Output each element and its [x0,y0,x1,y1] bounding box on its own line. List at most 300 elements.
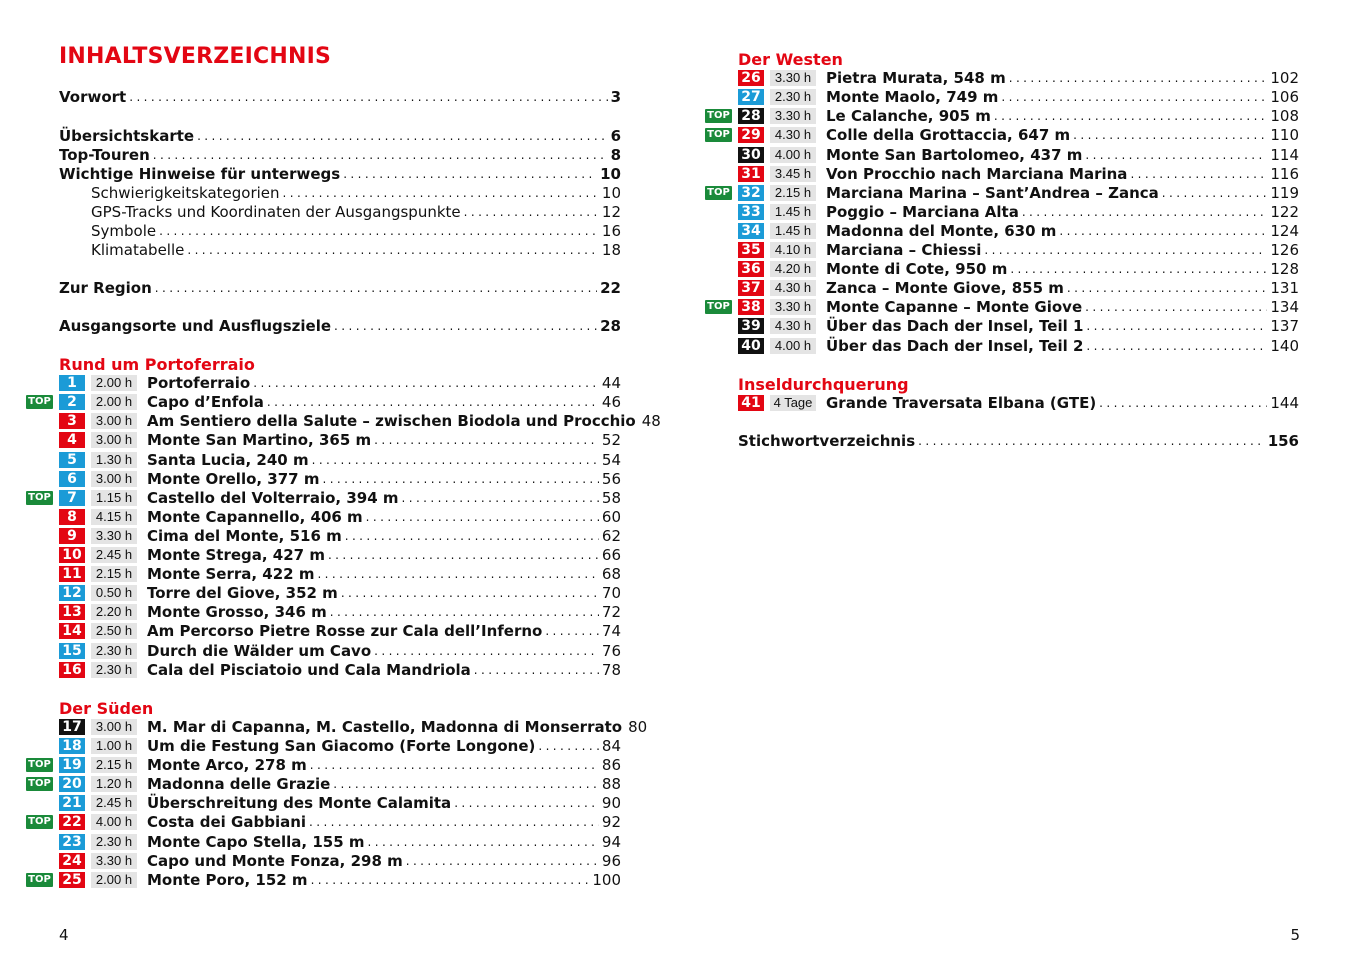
dot-leader [538,739,599,753]
page-number: 4 [59,926,69,944]
tour-page: 122 [1270,202,1299,221]
toc-entry-label: Vorwort [59,88,127,106]
tour-name: Zanca – Monte Giove, 855 m [826,279,1064,298]
tour-number: 6 [59,471,85,487]
toc-entry-label: Top-Touren [59,146,150,164]
section-heading: Inseldurchquerung [738,374,909,394]
tour-page: 108 [1270,107,1299,126]
dot-leader [1001,90,1267,104]
toc-entry-label: Schwierigkeitskategorien [91,184,280,202]
tour-entry[interactable] [59,756,621,774]
right-page [680,0,1359,969]
top-badge: TOP [26,758,53,772]
tour-number: 35 [738,242,764,258]
tour-number: 32 [738,185,764,201]
top-badge: TOP [26,815,53,829]
toc-entry-label: Ausgangsorte und Ausflugsziele [59,317,332,335]
toc-entry-label: Übersichtskarte [59,127,195,145]
tour-number: 18 [59,738,85,754]
tour-number: 1 [59,375,85,391]
toc-entry-label: Wichtige Hinweise für unterwegs [59,165,341,183]
tour-name: Monte di Cote, 950 m [826,260,1008,279]
tour-page: 70 [601,584,621,603]
tour-page: 114 [1270,145,1299,164]
dot-leader [1009,71,1268,85]
tour-number: 38 [738,299,764,315]
dot-leader [310,758,599,772]
tour-entry[interactable] [738,222,1299,240]
tour-entry[interactable] [59,813,621,831]
tour-entry[interactable] [738,279,1299,297]
tour-entry[interactable] [738,184,1299,202]
tour-number: 2 [59,394,85,410]
tour-number: 29 [738,127,764,143]
tour-page: 144 [1270,393,1299,412]
tour-entry[interactable] [59,717,648,736]
tour-page: 60 [601,507,621,526]
tour-entry[interactable] [59,412,661,431]
tour-number: 28 [738,108,764,124]
tour-number: 11 [59,566,85,582]
dot-leader [1099,396,1267,410]
tour-duration: 2.30 h [91,643,137,659]
tour-entry[interactable] [738,69,1299,87]
tour-name: Capo d’Enfola [147,393,264,412]
dot-leader [1130,167,1267,181]
tour-page: 131 [1270,279,1299,298]
dot-leader [1067,281,1267,295]
tour-number: 34 [738,223,764,239]
tour-duration: 2.00 h [91,375,137,391]
tour-page: 84 [601,737,621,755]
tour-entry[interactable] [59,661,621,679]
tour-duration: 2.50 h [91,623,137,639]
tour-entry[interactable] [59,794,621,812]
tour-number: 33 [738,204,764,220]
tour-number: 9 [59,528,85,544]
tour-name: Durch die Wälder um Cavo [147,641,372,660]
toc-entry[interactable] [59,317,621,336]
tour-number: 31 [738,166,764,182]
tour-duration: 1.30 h [91,452,137,468]
tour-duration: 3.30 h [91,853,137,869]
tour-entry[interactable] [59,603,621,621]
page-title: INHALTSVERZEICHNIS [59,44,332,69]
tour-number: 26 [738,70,764,86]
dot-leader [984,243,1267,257]
toc-entry-page: 3 [610,88,621,106]
tour-entry[interactable] [59,871,621,889]
tour-name: Am Sentiero della Salute – zwischen Biodola und Procchio [147,412,636,431]
tour-duration: 2.30 h [770,89,816,105]
section-heading: Der Süden [59,698,154,718]
dot-leader [197,127,607,146]
tour-duration: 2.15 h [91,566,137,582]
tour-number: 5 [59,452,85,468]
tour-name: Monte Grosso, 346 m [147,603,327,622]
tour-entry[interactable] [738,337,1299,355]
dot-leader [159,222,599,241]
tour-number: 19 [59,757,85,773]
tour-duration: 4.00 h [91,814,137,830]
tour-number: 4 [59,432,85,448]
tour-page: 48 [641,412,661,431]
dot-leader [322,472,598,486]
dot-leader [464,203,599,222]
tour-page: 124 [1270,221,1299,240]
tour-duration: 1.45 h [770,204,816,220]
dot-leader [406,854,599,868]
toc-entry[interactable] [738,432,1299,451]
tour-name: Monte Capanne – Monte Giove [826,298,1083,317]
tour-duration: 4.30 h [770,127,816,143]
tour-duration: 2.15 h [770,185,816,201]
tour-page: 72 [601,603,621,622]
tour-name: Costa dei Gabbiani [147,813,307,832]
tour-entry[interactable] [59,431,621,449]
tour-name: Cala del Pisciatoio und Cala Mandriola [147,660,471,679]
top-badge: TOP [26,491,53,505]
top-badge: TOP [26,395,53,409]
tour-entry[interactable] [738,146,1299,164]
dot-leader [374,644,599,658]
dot-leader [1086,339,1267,353]
toc-entry[interactable] [59,279,621,298]
tour-duration: 2.15 h [91,757,137,773]
top-badge: TOP [705,300,732,314]
tour-page: 134 [1270,298,1299,317]
tour-name: Am Percorso Pietre Rosse zur Cala dell’Inferno [147,622,543,641]
tour-duration: 2.45 h [91,795,137,811]
tour-page: 86 [601,756,621,775]
tour-entry[interactable] [59,393,621,411]
tour-entry[interactable] [59,852,621,870]
tour-number: 10 [59,547,85,563]
section-heading: Der Westen [738,50,843,69]
tour-page: 52 [601,431,621,450]
tour-page: 88 [601,775,621,794]
dot-leader [317,567,598,581]
tour-name: Marciana Marina – Sant’Andrea – Zanca [826,183,1159,202]
tour-number: 15 [59,643,85,659]
tour-duration: 1.45 h [770,223,816,239]
tour-number: 30 [738,147,764,163]
toc-entry[interactable] [91,222,621,241]
dot-leader [283,184,599,203]
dot-leader [994,109,1268,123]
tour-page: 116 [1270,164,1299,183]
toc-entry-page: 28 [600,317,621,335]
dot-leader [366,510,599,524]
tour-name: Um die Festung San Giacomo (Forte Longone) [147,737,536,755]
tour-page: 140 [1270,336,1299,355]
toc-entry[interactable] [59,146,621,165]
tour-page: 74 [601,622,621,641]
tour-duration: 4.00 h [770,147,816,163]
toc-entry[interactable] [59,88,621,107]
tour-name: Madonna delle Grazie [147,775,331,794]
toc-entry-page: 12 [601,203,621,221]
tour-entry[interactable] [59,565,621,583]
dot-leader [1022,205,1268,219]
tour-duration: 1.20 h [91,776,137,792]
tour-name: Über das Dach der Insel, Teil 2 [826,336,1084,355]
tour-name: Über das Dach der Insel, Teil 1 [826,317,1084,336]
toc-entry[interactable] [91,241,621,260]
tour-number: 24 [59,853,85,869]
tour-page: 100 [592,870,621,889]
dot-leader [341,586,599,600]
dot-leader [918,432,1265,451]
dot-leader [311,873,590,887]
tour-entry[interactable] [59,527,621,545]
tour-duration: 3.00 h [91,471,137,487]
tour-page: 56 [601,469,621,488]
toc-entry-label: Klimatabelle [91,241,185,259]
dot-leader [155,279,597,298]
toc-entry-page: 10 [600,165,621,183]
tour-name: Colle della Grottaccia, 647 m [826,126,1071,145]
tour-name: Torre del Giove, 352 m [147,584,338,603]
tour-number: 22 [59,814,85,830]
dot-leader [333,777,599,791]
tour-number: 37 [738,280,764,296]
tour-name: Monte Arco, 278 m [147,756,307,775]
tour-page: 94 [601,832,621,851]
tour-duration: 4.00 h [770,338,816,354]
dot-leader [334,317,597,336]
tour-entry[interactable] [59,775,621,793]
dot-leader [267,395,599,409]
toc-entry-page: 8 [610,146,621,164]
tour-entry[interactable] [59,508,621,526]
tour-duration: 1.00 h [91,738,137,754]
tour-page: 44 [601,374,621,393]
tour-entry[interactable] [738,260,1299,278]
tour-page: 110 [1270,126,1299,145]
tour-number: 23 [59,834,85,850]
tour-page: 66 [601,546,621,564]
dot-leader [309,815,599,829]
tour-duration: 4.15 h [91,509,137,525]
top-badge: TOP [26,777,53,791]
tour-name: Cima del Monte, 516 m [147,526,342,545]
tour-name: Monte Capannello, 406 m [147,507,363,526]
section-heading: Rund um Portoferraio [59,355,255,374]
tour-entry[interactable] [59,642,621,660]
tour-duration: 3.30 h [770,299,816,315]
toc-entry-label: GPS-Tracks und Koordinaten der Ausgangspunkte [91,203,461,221]
tour-number: 41 [738,395,764,411]
tour-duration: 4 Tage [770,395,816,411]
tour-page: 137 [1270,317,1299,336]
tour-name: Monte Strega, 427 m [147,546,325,564]
top-badge: TOP [26,873,53,887]
toc-entry-page: 22 [600,279,621,297]
dot-leader [545,624,599,638]
tour-entry[interactable] [738,394,1299,412]
tour-page: 68 [601,565,621,584]
tour-duration: 4.10 h [770,242,816,258]
tour-name: Von Procchio nach Marciana Marina [826,164,1128,183]
tour-name: Monte Poro, 152 m [147,870,308,889]
tour-duration: 2.20 h [91,604,137,620]
dot-leader [402,491,599,505]
tour-name: M. Mar di Capanna, M. Castello, Madonna di Monserrato [147,717,623,736]
toc-entry[interactable] [91,203,621,222]
dot-leader [253,376,599,390]
toc-entry-page: 18 [601,241,621,259]
tour-name: Portoferraio [147,374,251,393]
tour-name: Madonna del Monte, 630 m [826,221,1057,240]
tour-duration: 4.30 h [770,318,816,334]
tour-duration: 3.00 h [91,432,137,448]
tour-name: Monte Maolo, 749 m [826,88,999,107]
tour-page: 126 [1270,241,1299,259]
tour-number: 17 [59,719,85,735]
tour-name: Le Calanche, 905 m [826,107,991,126]
dot-leader [1085,300,1267,314]
tour-name: Pietra Murata, 548 m [826,69,1006,88]
dot-leader [374,433,599,447]
tour-entry[interactable] [59,622,621,640]
tour-entry[interactable] [59,470,621,488]
tour-name: Marciana – Chiessi [826,241,982,259]
tour-duration: 3.00 h [91,413,137,429]
tour-duration: 2.45 h [91,547,137,563]
tour-number: 8 [59,509,85,525]
tour-duration: 2.00 h [91,872,137,888]
tour-number: 25 [59,872,85,888]
tour-page: 62 [601,526,621,545]
tour-duration: 3.45 h [770,166,816,182]
dot-leader [1085,148,1267,162]
toc-entry-page: 6 [610,127,621,145]
dot-leader [129,88,607,107]
tour-name: Monte San Martino, 365 m [147,431,372,450]
tour-page: 58 [601,488,621,507]
tour-number: 3 [59,413,85,429]
tour-entry[interactable] [59,451,621,469]
tour-duration: 4.20 h [770,261,816,277]
tour-number: 39 [738,318,764,334]
top-badge: TOP [705,186,732,200]
dot-leader [187,241,599,260]
tour-duration: 0.50 h [91,585,137,601]
toc-entry[interactable] [91,184,621,203]
dot-leader [1059,224,1267,238]
tour-duration: 3.30 h [770,70,816,86]
dot-leader [330,605,599,619]
tour-entry[interactable] [59,374,621,392]
tour-entry[interactable] [738,298,1299,316]
tour-number: 12 [59,585,85,601]
dot-leader [1162,186,1268,200]
tour-name: Castello del Volterraio, 394 m [147,488,399,507]
tour-page: 102 [1270,69,1299,88]
dot-leader [312,453,599,467]
tour-entry[interactable] [738,88,1299,106]
dot-leader [343,165,597,184]
toc-entry-label: Stichwortverzeichnis [738,432,916,450]
toc-entry[interactable] [59,165,621,184]
dot-leader [328,548,599,562]
tour-page: 92 [601,813,621,832]
tour-entry[interactable] [738,317,1299,335]
tour-entry[interactable] [738,203,1299,221]
tour-page: 106 [1270,88,1299,107]
tour-entry[interactable] [738,107,1299,125]
tour-duration: 2.00 h [91,394,137,410]
toc-entry[interactable] [59,127,621,146]
tour-entry[interactable] [738,165,1299,183]
tour-entry[interactable] [738,126,1299,144]
toc-entry-page: 156 [1267,432,1299,450]
dot-leader [345,529,599,543]
tour-name: Monte Orello, 377 m [147,469,320,488]
tour-duration: 3.00 h [91,719,137,735]
tour-number: 36 [738,261,764,277]
tour-number: 7 [59,490,85,506]
tour-name: Grande Traversata Elbana (GTE) [826,393,1097,412]
dot-leader [454,796,599,810]
toc-entry-page: 10 [601,184,621,202]
tour-page: 54 [601,450,621,469]
tour-duration: 1.15 h [91,490,137,506]
tour-duration: 3.30 h [770,108,816,124]
tour-page: 76 [601,641,621,660]
tour-page: 119 [1270,183,1299,202]
toc-entry-page: 16 [601,222,621,240]
tour-page: 80 [628,717,648,736]
tour-duration: 3.30 h [91,528,137,544]
tour-page: 78 [601,660,621,679]
tour-number: 27 [738,89,764,105]
dot-leader [153,146,608,165]
top-badge: TOP [705,109,732,123]
tour-entry[interactable] [59,737,621,755]
tour-name: Poggio – Marciana Alta [826,202,1019,221]
tour-name: Santa Lucia, 240 m [147,450,309,469]
dot-leader [474,663,599,677]
tour-page: 96 [601,851,621,870]
page-number: 5 [1290,926,1300,944]
tour-page: 90 [601,794,621,813]
tour-number: 14 [59,623,85,639]
tour-name: Monte San Bartolomeo, 437 m [826,145,1083,164]
tour-number: 13 [59,604,85,620]
tour-entry[interactable] [59,546,621,564]
tour-number: 16 [59,662,85,678]
tour-name: Monte Capo Stella, 155 m [147,832,365,851]
tour-name: Monte Serra, 422 m [147,565,315,584]
tour-entry[interactable] [59,584,621,602]
tour-duration: 2.30 h [91,662,137,678]
tour-entry[interactable] [59,489,621,507]
tour-number: 40 [738,338,764,354]
tour-entry[interactable] [59,833,621,851]
tour-entry[interactable] [738,241,1299,259]
tour-duration: 4.30 h [770,280,816,296]
tour-page: 128 [1270,260,1299,279]
tour-page: 46 [601,393,621,412]
tour-name: Überschreitung des Monte Calamita [147,794,452,813]
tour-name: Capo und Monte Fonza, 298 m [147,851,403,870]
toc-entry-label: Zur Region [59,279,152,297]
tour-duration: 2.30 h [91,834,137,850]
dot-leader [368,835,599,849]
dot-leader [1086,319,1267,333]
